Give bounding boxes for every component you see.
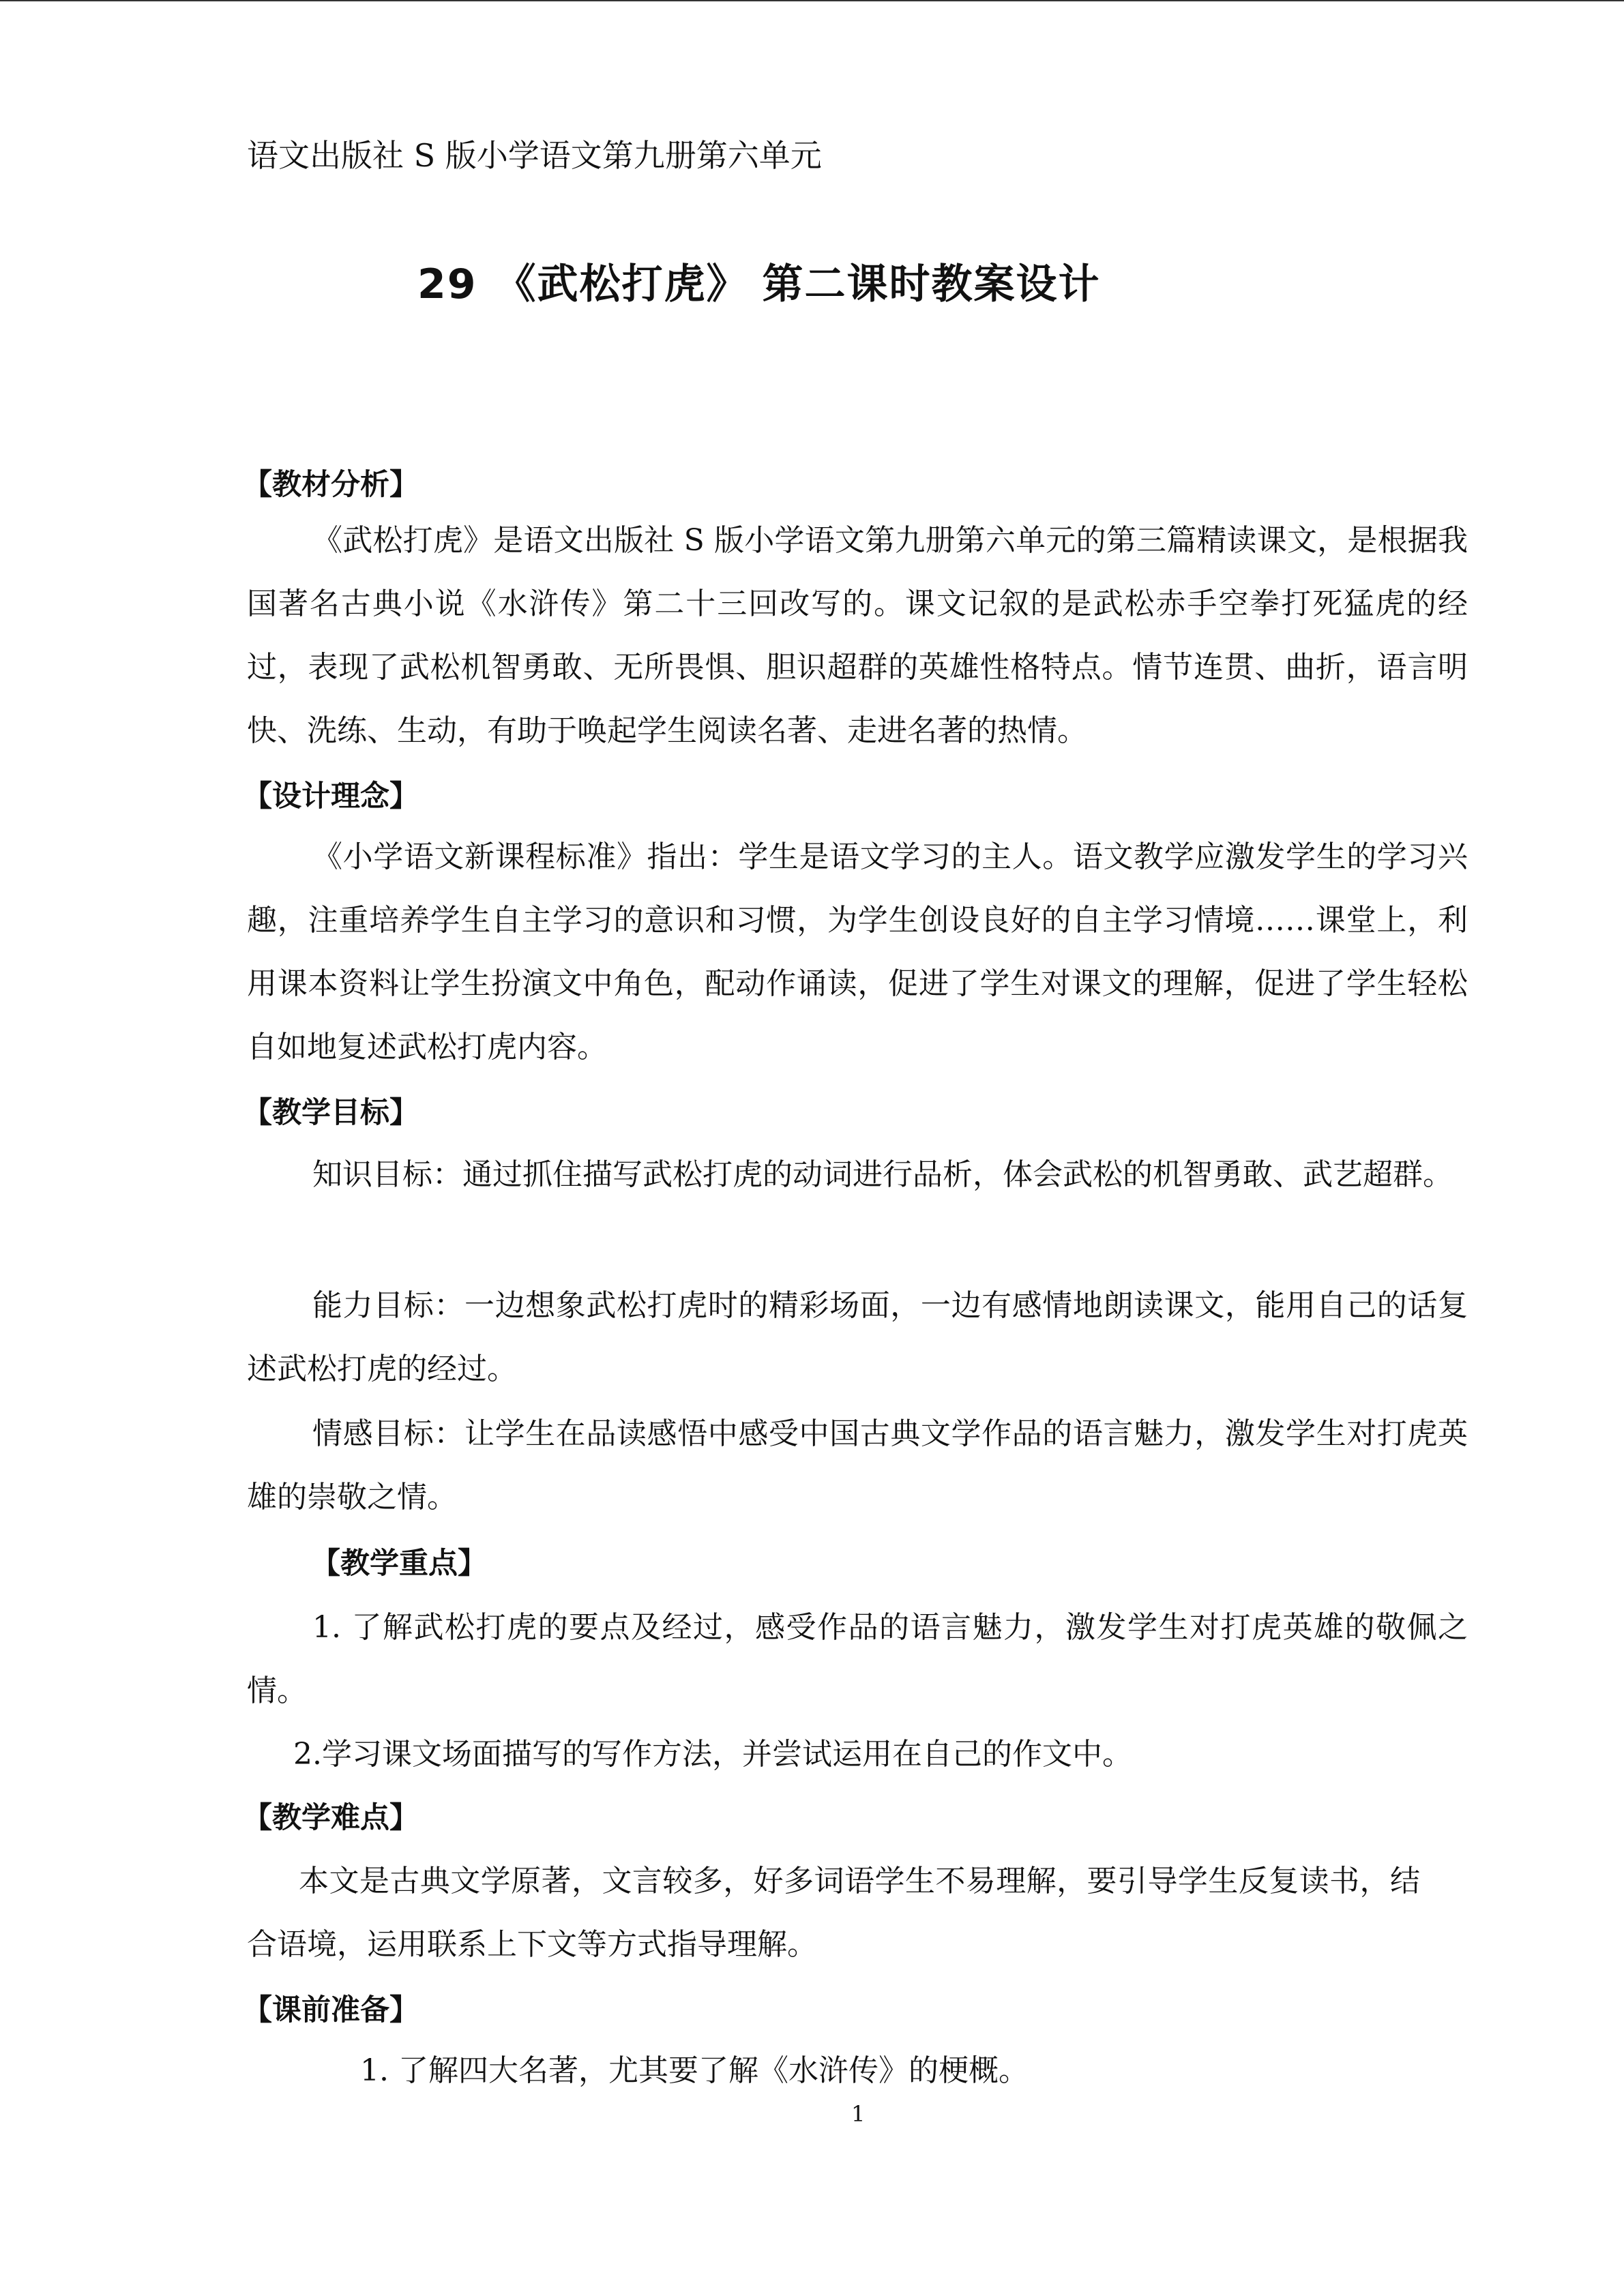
section-heading-teaching-difficulty: 【教学难点】 <box>243 1801 419 1835</box>
document-title <box>417 254 1101 315</box>
paragraph-teaching-difficulty: 本文是古典文学原著，文言较多，好多词语学生不易理解，要引导学生反复读书，结合语境，运用联系上下文等方式指导理解。 <box>247 1864 1420 1962</box>
paragraph-design-concept: 《小学语文新课程标准》指出：学生是语文学习的主人。语文教学应激发学生的学习兴趣，注重培养学生自主学习的意识和习惯，为学生创设良好的自主学习情境……课堂上，利用课本资料让学生扮演文中角色，配动作诵读，促进了学生对课文的理解，促进了学生轻松自如地复述武松打虎内容。 <box>247 839 1468 1064</box>
lesson-subtitle: 第二课时教案设计 <box>762 260 1101 308</box>
top-border-line <box>0 0 1624 1</box>
section-heading-textbook-analysis: 【教材分析】 <box>243 468 419 502</box>
list-item-focus-1: 1. 了解武松打虎的要点及经过，感受作品的语言魅力，激发学生对打虎英雄的敬佩之情。 <box>247 1610 1468 1708</box>
paragraph-ability-goal: 能力目标：一边想象武松打虎时的精彩场面，一边有感情地朗读课文，能用自己的话复述武松打虎的经过。 <box>247 1288 1468 1386</box>
section-heading-design-concept: 【设计理念】 <box>243 779 419 814</box>
paragraph-textbook-analysis: 《武松打虎》是语文出版社 S 版小学语文第九册第六单元的第三篇精读课文，是根据我国著名古典小说《水浒传》第二十三回改写的。课文记叙的是武松赤手空拳打死猛虎的经过，表现了武松机智勇敢、无所畏惧、胆识超群的英雄性格特点。情节连贯、曲折，语言明快、洗练、生动，有助于唤起学生阅读名著、走进名著的热情。 <box>247 523 1468 748</box>
page-number: 1 <box>851 2101 866 2127</box>
list-item-preparation-1: 1. 了解四大名著，尤其要了解《水浒传》的梗概。 <box>360 2053 1029 2088</box>
section-heading-teaching-focus: 【教学重点】 <box>311 1547 487 1581</box>
list-item-focus-2: 2.学习课文场面描写的写作方法，并尝试运用在自己的作文中。 <box>293 1737 1132 1772</box>
paragraph-emotion-goal: 情感目标：让学生在品读感悟中感受中国古典文学作品的语言魅力，激发学生对打虎英雄的崇敬之情。 <box>247 1416 1468 1515</box>
section-heading-teaching-goals: 【教学目标】 <box>243 1096 419 1130</box>
section-heading-preparation: 【课前准备】 <box>243 1993 419 2027</box>
lesson-name: 《武松打虎》 <box>494 260 749 308</box>
document-header: 语文出版社 S 版小学语文第九册第六单元 <box>247 137 822 174</box>
lesson-number: 29 <box>417 260 477 308</box>
paragraph-knowledge-goal: 知识目标：通过抓住描写武松打虎的动词进行品析，体会武松的机智勇敢、武艺超群。 <box>312 1157 1453 1192</box>
